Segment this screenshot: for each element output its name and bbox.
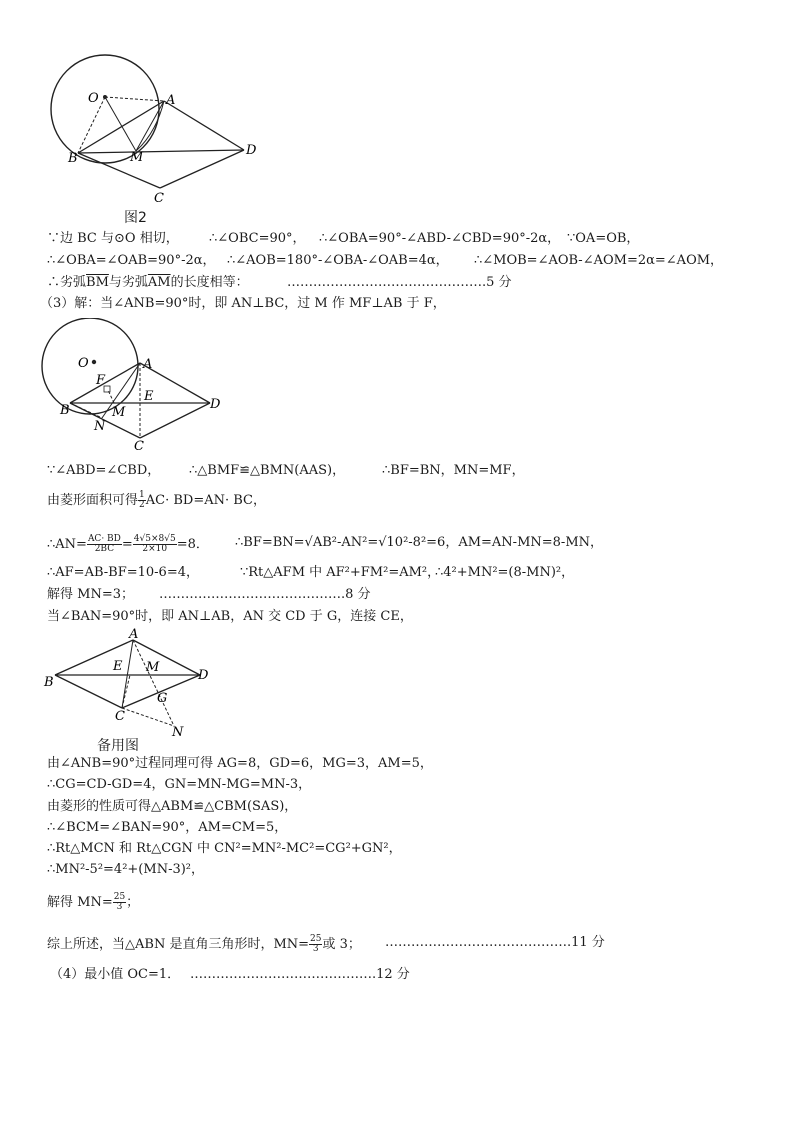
svg-text:D: D (198, 668, 209, 683)
part4-line: （4）最小值 OC=1． …………………………………….12 分 (50, 967, 410, 982)
part3-line2: 由菱形面积可得 $\frac{1}{2}$ AC· BD=AN· BC， (47, 490, 266, 510)
figure-backup-caption: 备用图 (97, 738, 139, 754)
svg-text:G: G (157, 691, 168, 706)
svg-text:F: F (96, 373, 106, 388)
label-d: D (246, 143, 257, 158)
figure-part3-diagram (40, 318, 240, 458)
label-c: C (154, 191, 164, 206)
label-b: B (68, 151, 78, 166)
svg-text:M: M (146, 660, 160, 675)
part2-line3: ∴劣弧$\overline{BM}$与劣弧$\overline{AM}$的长度相等： ……………………………………….5 分 (47, 275, 512, 290)
svg-text:C: C (115, 709, 125, 724)
part3-intro: （3）解：当∠ANB=90°时，即 AN⊥BC，过 M 作 MF⊥AB 于 F， (40, 296, 446, 311)
part3-line11: ∴Rt△MCN 和 Rt△CGN 中 CN²=MN²-MC²=CG²+GN²， (47, 841, 402, 856)
part3-line10: ∴∠BCM=∠BAN=90°，AM=CM=5， (47, 820, 288, 835)
svg-text:C: C (134, 439, 144, 454)
svg-text:N: N (94, 419, 106, 434)
part3-line13: 解得 MN= $\frac{25}{3}$ ； (47, 892, 140, 912)
svg-text:E: E (113, 659, 123, 674)
svg-text:M: M (112, 405, 126, 420)
part3-line12: ∴MN²-5²=4²+(MN-3)²， (47, 862, 205, 877)
svg-text:E: E (144, 389, 154, 404)
part3-line3: ∴AN= $\frac{AC\cdot BD}{2BC}$ = $\frac{4√5\times 8√5}{2\times 10}$ =8． ∴BF=BN=√AB²-AN²=√10²-8²=6，AM=AN-MN=8-MN， (47, 534, 604, 554)
part3-line6: 当∠BAN=90°时，即 AN⊥AB，AN 交 CD 于 G，连接 CE， (47, 609, 413, 624)
figure-backup-diagram (40, 628, 230, 740)
figure-2-diagram (40, 38, 270, 213)
svg-text:B: B (60, 403, 70, 418)
label-a: A (166, 93, 176, 108)
part3-line7: 由∠ANB=90°过程同理可得 AG=8，GD=6，MG=3，AM=5， (47, 756, 433, 771)
label-m: M (130, 150, 144, 165)
svg-text:B: B (44, 675, 54, 690)
svg-text:A: A (143, 357, 153, 372)
figure-2-caption: 图2 (124, 210, 147, 226)
circle-o (51, 55, 159, 163)
part3-conclusion: 综上所述，当△ABN 是直角三角形时，MN= $\frac{25}{3}$ 或 3； …………………………………….11 分 (47, 934, 605, 954)
svg-text:A: A (129, 628, 139, 642)
part3-line9: 由菱形的性质可得△ABM≌△CBM(SAS)， (47, 799, 298, 814)
svg-text:N: N (172, 725, 184, 740)
svg-text:D: D (210, 397, 221, 412)
part3-line5: 解得 MN=3； …………………………………….8 分 (47, 587, 371, 602)
svg-text:O: O (78, 356, 89, 371)
label-o: O (88, 91, 99, 106)
part3-line8: ∴CG=CD-GD=4，GN=MN-MG=MN-3， (47, 777, 312, 792)
